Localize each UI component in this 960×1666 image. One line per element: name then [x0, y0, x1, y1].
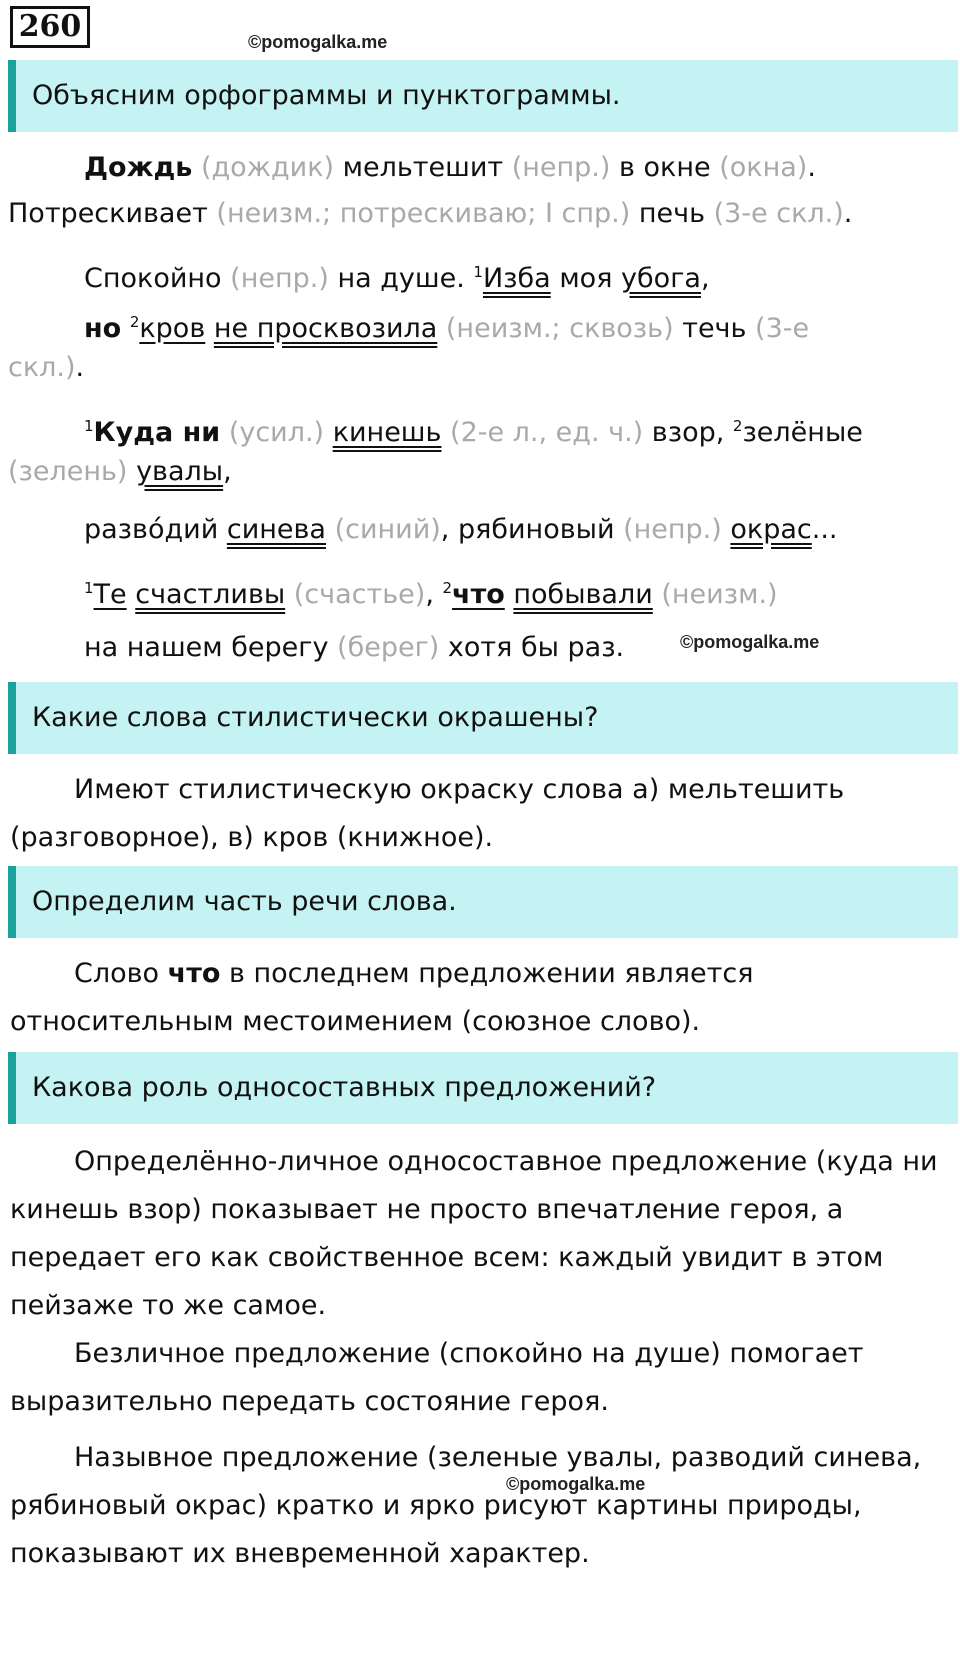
- comment: (2-е л., ед. ч.): [450, 417, 644, 448]
- word: мельтешит: [342, 152, 504, 183]
- poem-line-9: [84, 568, 778, 615]
- word: разво́дий: [84, 514, 219, 545]
- bold-word: что: [167, 958, 221, 989]
- poem-line-2: [8, 194, 852, 234]
- watermark: ©pomogalka.me: [680, 632, 820, 652]
- word: синева: [226, 514, 326, 545]
- comment: (непр.): [511, 152, 611, 183]
- punct: ...: [811, 514, 838, 545]
- section-text-2: Имеют стилистическую окраску слова а) мельтешить (разговорное), в) кров (книжное).: [10, 774, 845, 853]
- word: не просквозила: [213, 313, 438, 344]
- word: Те: [93, 579, 127, 610]
- word: течь: [682, 313, 747, 344]
- section-text-4-paragraph-3: Назывное предложение (зеленые увалы, разводий синева, рябиновый окрас) кратко и ярко рисуют картины природы, показывают их вневременной характер.: [10, 1442, 922, 1569]
- word: Спокойно: [84, 263, 222, 294]
- section-header-3: [8, 866, 958, 938]
- comment: (непр.): [623, 514, 722, 545]
- comment: (неизм.; потрескиваю; I спр.): [216, 198, 631, 229]
- poem-line-7: [8, 452, 232, 492]
- word: рябиновый: [457, 514, 615, 545]
- poem-line-6: [84, 406, 863, 453]
- index: 1: [473, 263, 483, 281]
- poem-line-1: [84, 148, 816, 188]
- word: хотя бы раз.: [447, 632, 625, 663]
- comment: (усил.): [228, 417, 325, 448]
- punct: .: [75, 352, 85, 383]
- poem-line-5: [8, 348, 84, 388]
- comment: (счастье): [293, 579, 426, 610]
- poem-line-3: [84, 252, 710, 299]
- word: увалы: [136, 456, 224, 487]
- index: 2: [732, 417, 743, 435]
- word: берегу: [231, 632, 329, 663]
- section-title-3: Определим часть речи слова.: [32, 886, 457, 917]
- punct: ,: [223, 456, 232, 487]
- word: на нашем: [84, 632, 223, 663]
- comment: (неизм.): [661, 579, 778, 610]
- section-title-2: Какие слова стилистически окрашены?: [32, 702, 599, 733]
- section-text-4-paragraph-1: Определённо-личное односоставное предложение (куда ни кинешь взор) показывает не просто впечатление героя, а передает его как свойственное всем: каждый увидит в этом пейзаже то же самое.: [10, 1146, 938, 1321]
- word: Изба: [482, 263, 551, 294]
- index: 2: [442, 579, 453, 597]
- section-title-1: Объясним орфограммы и пунктограммы.: [32, 80, 621, 111]
- comment: (зелень): [8, 456, 128, 487]
- word: зелёные: [742, 417, 863, 448]
- comment: (берег): [337, 632, 440, 663]
- word: Куда ни: [93, 417, 221, 448]
- section-header-1: [8, 60, 958, 132]
- word: в окне: [619, 152, 711, 183]
- poem-line-8: [84, 510, 838, 550]
- poem-line-4: [84, 302, 809, 349]
- word: побывали: [513, 579, 653, 610]
- comment: (неизм.; сквозь): [445, 313, 674, 344]
- word: кинешь: [332, 417, 442, 448]
- punct: ,: [440, 514, 450, 545]
- comment: скл.): [8, 352, 76, 383]
- section-header-2: [8, 682, 958, 754]
- word: печь: [638, 198, 705, 229]
- word: на душе.: [337, 263, 465, 294]
- word: но: [84, 313, 122, 344]
- word: моя: [559, 263, 613, 294]
- word: кров: [139, 313, 206, 344]
- section-title-4: Какова роль односоставных предложений?: [32, 1072, 657, 1103]
- word: убога: [621, 263, 701, 294]
- word: Дождь: [84, 152, 193, 183]
- text: в последнем предложении является относительным местоимением (союзное слово).: [10, 958, 754, 1037]
- comment: (непр.): [230, 263, 329, 294]
- punct: .: [843, 198, 853, 229]
- comment: (дождик): [200, 152, 335, 183]
- section-text-4-paragraph-2: Безличное предложение (спокойно на душе) помогает выразительно передать состояние героя.: [10, 1338, 864, 1417]
- section-text-3: [10, 950, 950, 1046]
- word: что: [452, 579, 505, 610]
- index: 1: [84, 579, 94, 597]
- comment: (3-е: [755, 313, 810, 344]
- text: Слово: [74, 958, 168, 989]
- word: взор,: [651, 417, 725, 448]
- comment: (3-е скл.): [713, 198, 844, 229]
- comment: (окна): [719, 152, 808, 183]
- word: Потрескивает: [8, 198, 208, 229]
- punct: ,: [425, 579, 434, 610]
- comment: (синий): [334, 514, 441, 545]
- word: счастливы: [135, 579, 286, 610]
- index: 2: [129, 313, 140, 331]
- word: окрас: [730, 514, 812, 545]
- exercise-number: 260: [10, 6, 90, 48]
- poem-line-10: [84, 628, 624, 668]
- punct: ,: [700, 263, 710, 294]
- section-header-4: [8, 1052, 958, 1124]
- watermark: ©pomogalka.me: [248, 32, 388, 52]
- punct: .: [807, 152, 816, 183]
- index: 1: [84, 417, 94, 435]
- watermark: ©pomogalka.me: [506, 1474, 646, 1494]
